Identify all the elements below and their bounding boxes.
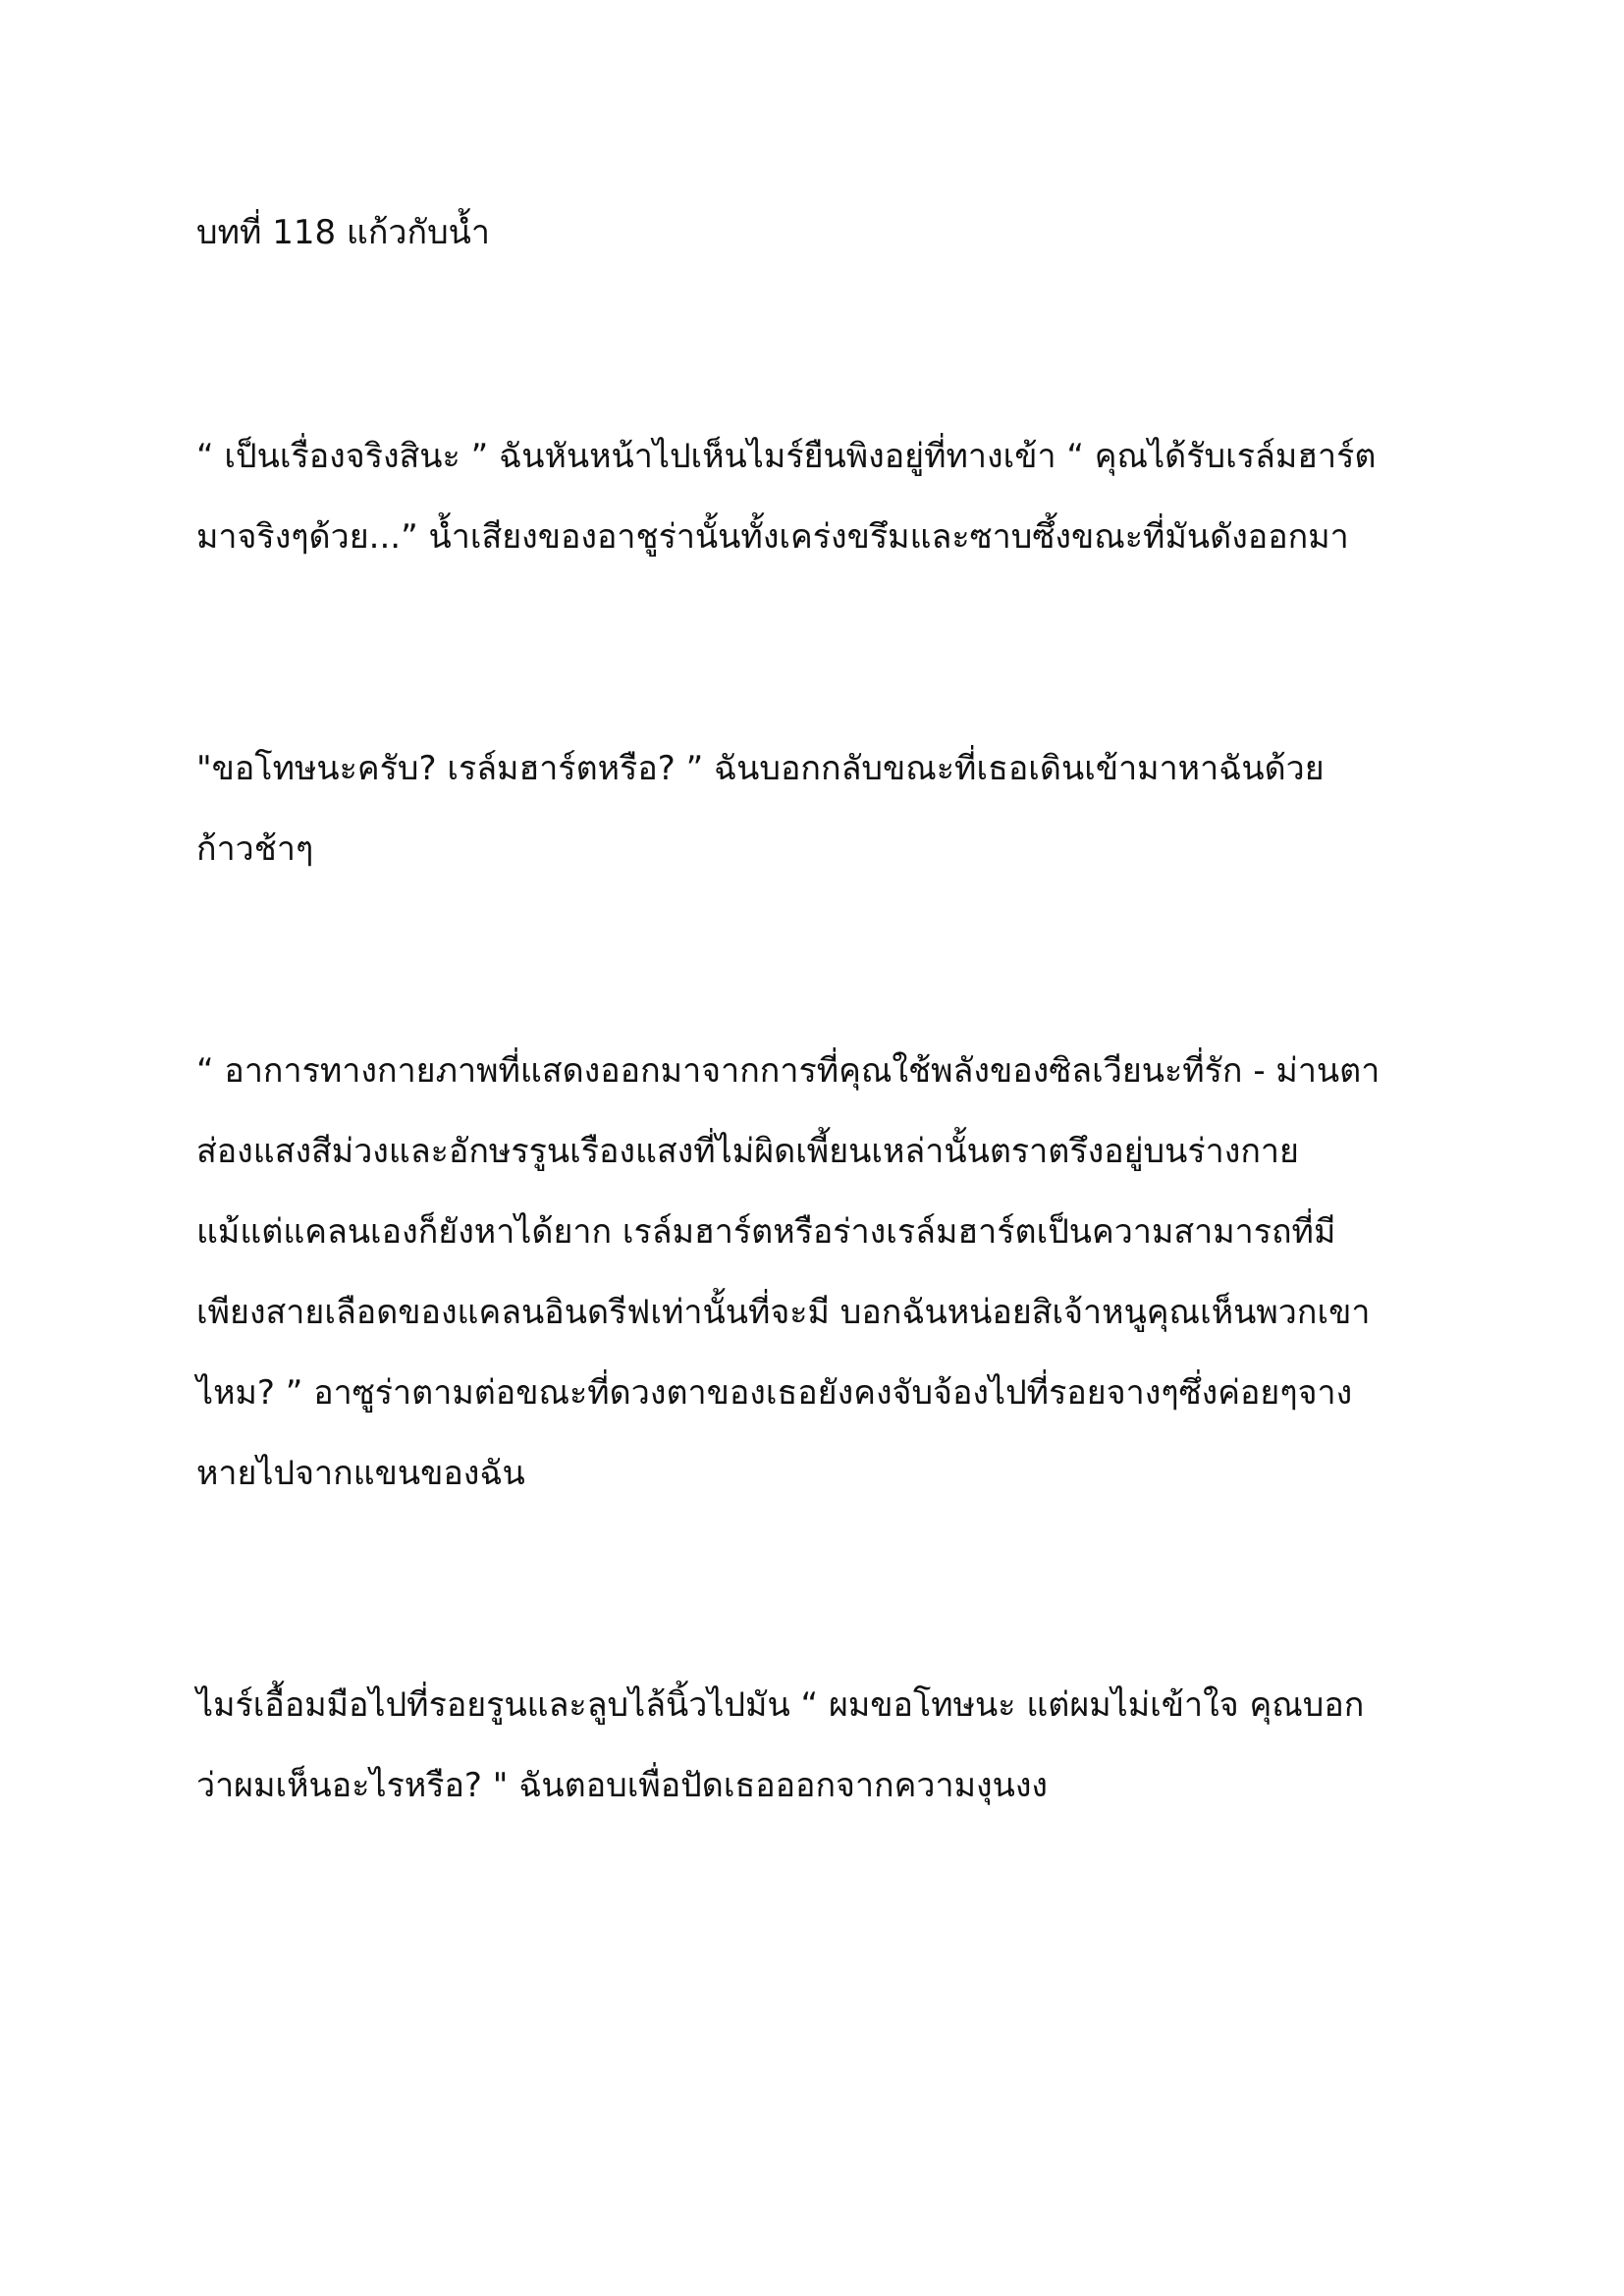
paragraph-line: "ขอโทษนะครับ? เรล์มฮาร์ตหรือ? ” ฉันบอกกลับขณะที่เธอเดินเข้ามาหาฉันด้วย xyxy=(196,749,1325,788)
paragraph-line: ว่าผมเห็นอะไรหรือ? " ฉันตอบเพื่อปัดเธอออกจากความงุนงง xyxy=(196,1766,1049,1805)
paragraph-line: “ อาการทางกายภาพที่แสดงออกมาจากการที่คุณใช้พลังของซิลเวียนะที่รัก - ม่านตา xyxy=(196,1051,1380,1091)
chapter-title: บทที่ 118 แก้วกับน้ำ xyxy=(196,213,491,252)
paragraph-4 xyxy=(196,1665,1463,1826)
paragraph-line: “ เป็นเรื่องจริงสินะ ” ฉันหันหน้าไปเห็นไมร์ยืนพิงอยู่ที่ทางเข้า “ คุณได้รับเรล์มฮาร์ต xyxy=(196,437,1377,476)
paragraph-line: ไหม? ” อาซูร่าตามต่อขณะที่ดวงตาของเธอยังคงจับจ้องไปที่รอยจางๆซึ่งค่อยๆจาง xyxy=(196,1373,1353,1413)
paragraph-2 xyxy=(196,728,1463,889)
paragraph-line: หายไปจากแขนของฉัน xyxy=(196,1454,525,1493)
paragraph-line: ไมร์เอื้อมมือไปที่รอยรูนและลูบไล้นิ้วไปมัน “ ผมขอโทษนะ แต่ผมไม่เข้าใจ คุณบอก xyxy=(196,1685,1365,1725)
paragraph-1 xyxy=(196,416,1463,577)
paragraph-line: ก้าวช้าๆ xyxy=(196,829,314,869)
paragraph-line: แม้แต่แคลนเองก็ยังหาได้ยาก เรล์มฮาร์ตหรือร่างเรล์มฮาร์ตเป็นความสามารถที่มี xyxy=(196,1212,1336,1252)
paragraph-line: มาจริงๆด้วย...” น้ำเสียงของอาชูร่านั้นทั้งเคร่งขรึมและซาบซึ้งขณะที่มันดังออกมา xyxy=(196,517,1349,557)
paragraph-line: ส่องแสงสีม่วงและอักษรรูนเรืองแสงที่ไม่ผิดเพี้ยนเหล่านั้นตราตรึงอยู่บนร่างกาย xyxy=(196,1132,1299,1171)
paragraph-line: เพียงสายเลือดของแคลนอินดรีฟเท่านั้นที่จะมี บอกฉันหน่อยสิเจ้าหนูคุณเห็นพวกเขา xyxy=(196,1293,1371,1332)
paragraph-3 xyxy=(196,1031,1463,1514)
